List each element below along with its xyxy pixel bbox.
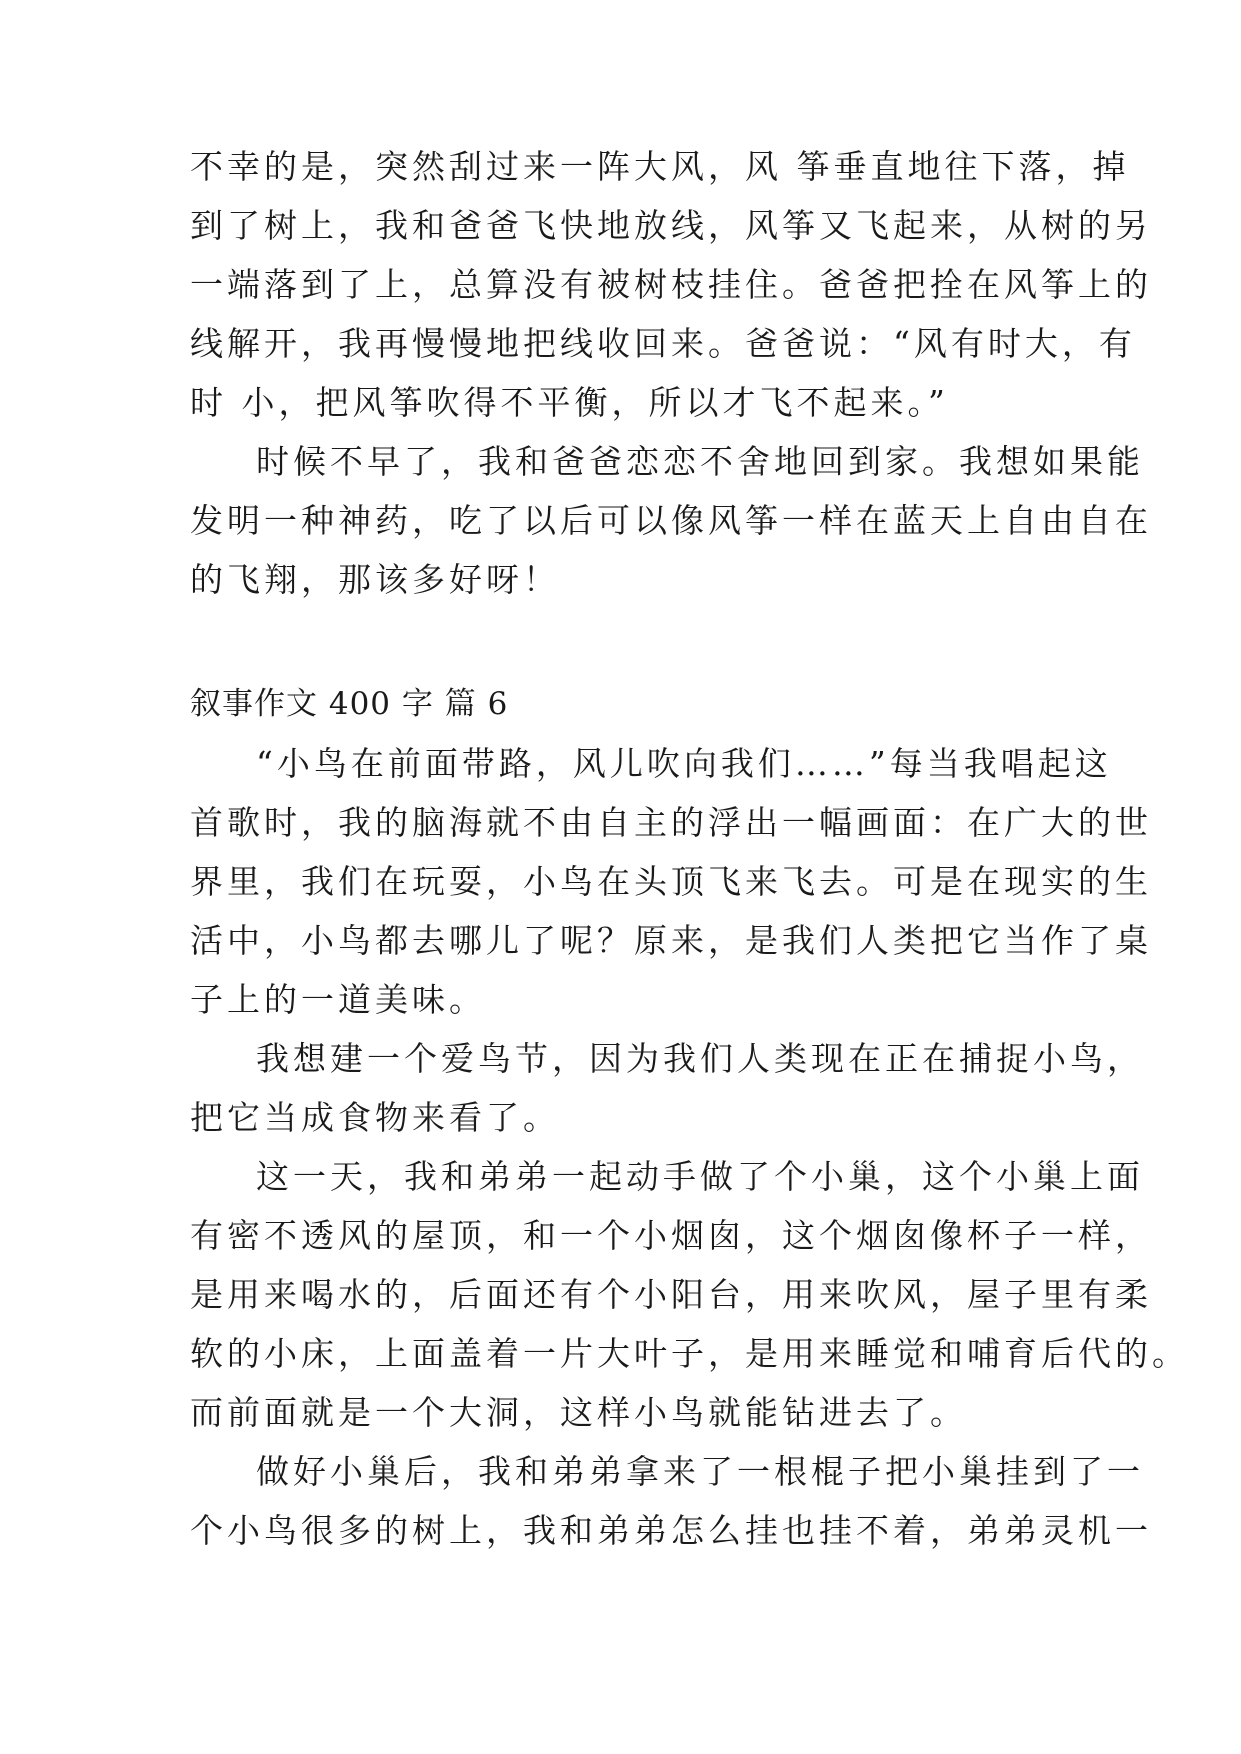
paragraph-first-line: 我想建一个爱鸟节，因为我们人类现在正在捕捉小鸟， — [256, 1039, 1144, 1078]
text-line: 活中，小鸟都去哪儿了呢？原来，是我们人类把它当作了桌 — [190, 921, 1152, 960]
text-line: 界里，我们在玩耍，小鸟在头顶飞来飞去。可是在现实的生 — [190, 862, 1152, 901]
text-line: 首歌时，我的脑海就不由自主的浮出一幅画面：在广大的世 — [190, 803, 1152, 842]
text-line: 软的小床，上面盖着一片大叶子，是用来睡觉和哺育后代的。 — [190, 1334, 1189, 1373]
text-line: 到了树上，我和爸爸飞快地放线，风筝又飞起来，从树的另 — [190, 206, 1152, 245]
text-line: 一端落到了上，总算没有被树枝挂住。爸爸把拴在风筝上的 — [190, 265, 1152, 304]
text-line: 个小鸟很多的树上，我和弟弟怎么挂也挂不着，弟弟灵机一 — [190, 1511, 1152, 1550]
text-line: 是用来喝水的，后面还有个小阳台，用来吹风，屋子里有柔 — [190, 1275, 1152, 1314]
paragraph-first-line: 时候不早了，我和爸爸恋恋不舍地回到家。我想如果能 — [256, 442, 1144, 481]
text-line: 子上的一道美味。 — [190, 980, 486, 1019]
text-line: 发明一种神药，吃了以后可以像风筝一样在蓝天上自由自在 — [190, 501, 1152, 540]
text-line: 线解开，我再慢慢地把线收回来。爸爸说：“风有时大，有 — [190, 324, 1136, 363]
paragraph-first-line: “小鸟在前面带路，风儿吹向我们……”每当我唱起这 — [256, 744, 1112, 783]
paragraph-first-line: 这一天，我和弟弟一起动手做了个小巢，这个小巢上面 — [256, 1157, 1144, 1196]
text-line: 时 小，把风筝吹得不平衡，所以才飞不起来。” — [190, 383, 949, 422]
text-line: 的飞翔，那该多好呀！ — [190, 560, 560, 599]
text-line: 有密不透风的屋顶，和一个小烟囱，这个烟囱像杯子一样， — [190, 1216, 1152, 1255]
text-line: 不幸的是，突然刮过来一阵大风，风 筝垂直地往下落，掉 — [190, 147, 1130, 186]
text-line: 而前面就是一个大洞，这样小鸟就能钻进去了。 — [190, 1393, 967, 1432]
section-heading: 叙事作文 400 字 篇 6 — [190, 686, 509, 722]
text-line: 把它当成食物来看了。 — [190, 1098, 560, 1137]
paragraph-first-line: 做好小巢后，我和弟弟拿来了一根棍子把小巢挂到了一 — [256, 1452, 1144, 1491]
